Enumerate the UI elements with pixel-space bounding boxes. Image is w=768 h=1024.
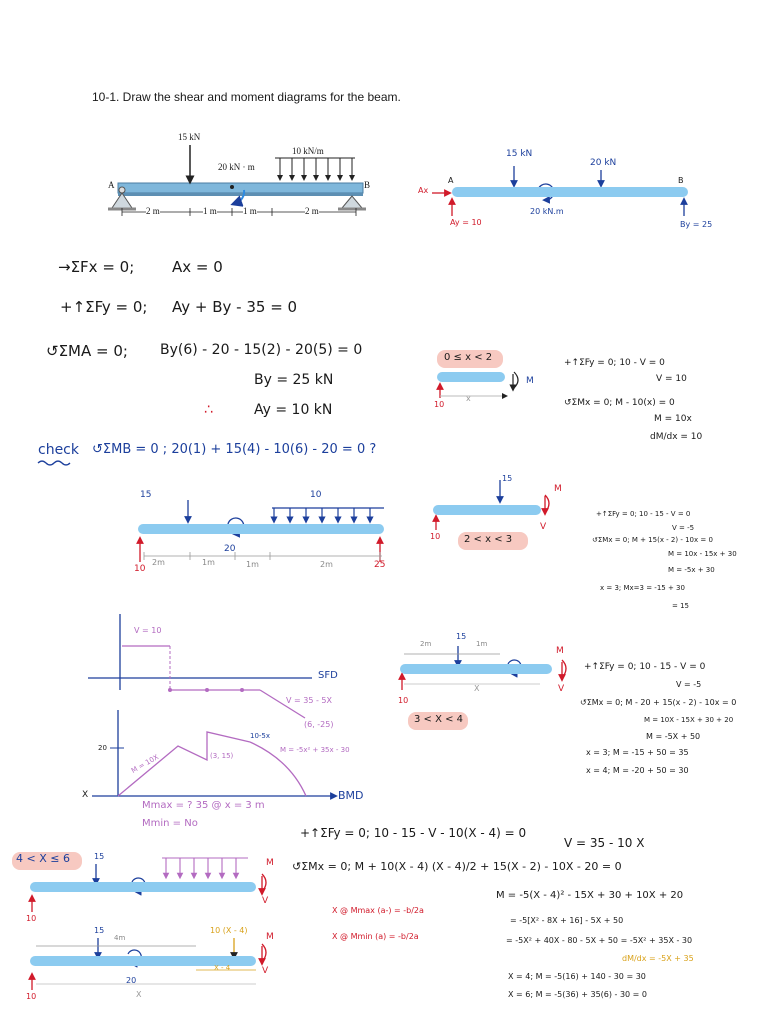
section2-eq1: +↑ΣFy = 0; 10 - 15 - V = 0	[596, 510, 691, 518]
fbd-top-ax: Ax	[418, 186, 429, 195]
section3-m: M	[556, 646, 564, 656]
sfd-v-label: V = 10	[134, 626, 162, 635]
tb-dim-2: 1 m	[203, 206, 217, 216]
section4-reaction-2: 10	[26, 992, 37, 1001]
tb-dim-1: 2 m	[146, 206, 160, 216]
check-equation: ↺ΣMB = 0 ; 20(1) + 15(4) - 10(6) - 20 = 0 ?	[92, 442, 377, 457]
fbd-mid-dim3: 1m	[246, 560, 259, 569]
bmd-slope-label: 10-5x	[250, 732, 271, 740]
fbd-top-b: B	[678, 176, 684, 185]
ay-result: Ay = 10 kN	[254, 402, 333, 418]
section3-eq3: x = 3; M = -15 + 50 = 35	[586, 748, 689, 757]
by-result: By = 25 kN	[254, 372, 334, 388]
section4-v-2: V	[262, 966, 269, 976]
section3-v: V	[558, 684, 565, 694]
section1-m: M	[526, 376, 534, 386]
section3-eq2: ↺ΣMx = 0; M - 20 + 15(x - 2) - 10x = 0	[580, 698, 737, 707]
section3-eq1b: V = -5	[676, 680, 702, 689]
section4-x6: X = 6; M = -5(36) + 35(6) - 30 = 0	[508, 990, 648, 999]
section4-m2: = -5[X² - 8X + 16] - 5X + 50	[510, 916, 624, 925]
tb-support-a: A	[108, 180, 115, 190]
check-label: check	[38, 442, 79, 458]
fbd-top-load15: 15 kN	[506, 149, 533, 159]
section4-m3: = -5X² + 40X - 80 - 5X + 50 = -5X² + 35X - 30	[506, 936, 693, 945]
section3-reaction: 10	[398, 696, 409, 705]
section4-xmin: X @ Mmin (a) = -b/2a	[332, 932, 419, 941]
section2-eq2c: M = -5x + 30	[668, 566, 715, 574]
section2-eq3: x = 3; Mx=3 = -15 + 30	[600, 584, 685, 592]
section1-eq1: +↑ΣFy = 0; 10 - V = 0	[564, 358, 665, 368]
section4-v-1: V	[262, 896, 269, 906]
fbd-top-load20: 20 kN	[590, 158, 617, 168]
section1-reaction: 10	[434, 400, 445, 409]
fbd-top-beam	[452, 187, 688, 197]
section4-dim-x4: X - 4	[214, 964, 231, 972]
section4-v-result: V = 35 - 10 X	[564, 836, 645, 850]
section4-eq2: ↺ΣMx = 0; M + 10(X - 4) (X - 4)/2 + 15(X - 2) - 10X - 20 = 0	[292, 860, 622, 873]
section2-eq2b: M = 10x - 15x + 30	[668, 550, 737, 558]
section1-eq2: ↺ΣMx = 0; M - 10(x) = 0	[564, 398, 675, 408]
bmd-m-eq1: M = 10X	[130, 753, 161, 775]
section4-lines	[32, 858, 269, 990]
fbd-mid-load10: 10	[310, 490, 322, 500]
sfd-label: SFD	[318, 670, 338, 681]
bmd-tick-20: 20	[98, 744, 107, 752]
bmd-label: BMD	[338, 789, 364, 802]
sfd-end-point: (6, -25)	[304, 720, 334, 729]
fbd-top-ay: Ay = 10	[450, 218, 482, 227]
section1-eq2b: M = 10x	[654, 414, 692, 424]
tb-distributed-load: 10 kN/m	[292, 146, 324, 156]
fbd-top-moment: 20 kN.m	[530, 207, 564, 216]
therefore-symbol: ∴	[204, 402, 213, 418]
eq2-lhs: +↑ΣFy = 0;	[60, 298, 148, 316]
tb-dim-4: 2 m	[305, 206, 319, 216]
section2-eq3b: = 15	[672, 602, 689, 610]
section2-beam	[433, 505, 541, 515]
section4-xmax: X @ Mmax (a-) = -b/2a	[332, 906, 424, 915]
fbd-top-a: A	[448, 176, 454, 185]
section3-eq4: x = 4; M = -20 + 50 = 30	[586, 766, 689, 775]
section3-eq1: +↑ΣFy = 0; 10 - 15 - V = 0	[584, 662, 706, 672]
section3-eq2b: M = 10X - 15X + 30 + 20	[644, 716, 734, 724]
fbd-mid-moment: 20	[224, 544, 236, 554]
section4-m1: M = -5(X - 4)² - 15X + 30 + 10X + 20	[496, 890, 684, 901]
bmd-mmin: Mmin = No	[142, 818, 198, 829]
sfd-lines	[88, 614, 312, 718]
section2-v: V	[540, 522, 547, 532]
eq3-lhs: ↺ΣMA = 0;	[46, 342, 128, 360]
section4-reaction-1: 10	[26, 914, 37, 923]
sfd-v-equation: V = 35 - 5X	[286, 696, 332, 705]
section2-range: 2 < x < 3	[464, 534, 513, 545]
fbd-mid-dim1: 2m	[152, 558, 165, 567]
section3-range: 3 < X < 4	[414, 714, 464, 725]
section3-dim1: 2m	[420, 640, 432, 648]
section2-eq1b: V = -5	[672, 524, 695, 532]
eq1-lhs: →ΣFx = 0;	[58, 258, 135, 276]
section4-dim-4m: 4m	[114, 934, 126, 942]
section4-eq1: +↑ΣFy = 0; 10 - 15 - V - 10(X - 4) = 0	[300, 826, 527, 840]
section4-moment: 20	[126, 976, 137, 985]
tb-moment: 20 kN · m	[218, 162, 255, 172]
fbd-top-by: By = 25	[680, 220, 713, 229]
section4-load-2: 15	[94, 926, 105, 935]
section4-x: X	[136, 990, 142, 999]
tb-dim-3: 1 m	[243, 206, 257, 216]
section3-load: 15	[456, 632, 467, 641]
section1-eq1b: V = 10	[656, 374, 687, 384]
section4-dmdx: dM/dx = -5X + 35	[622, 954, 694, 963]
problem-title: 10-1. Draw the shear and moment diagrams for the beam.	[92, 90, 401, 104]
section4-beam-1	[30, 882, 256, 892]
fbd-mid-load15: 15	[140, 490, 152, 500]
section3-eq2c: M = -5X + 50	[646, 732, 701, 741]
section3-x: X	[474, 684, 480, 693]
section3-beam	[400, 664, 552, 674]
section2-reaction: 10	[430, 532, 441, 541]
section1-x: x	[466, 394, 471, 403]
fbd-mid-dim2: 1m	[202, 558, 215, 567]
section2-eq2: ↺ΣMx = 0; M + 15(x - 2) - 10x = 0	[592, 536, 713, 544]
eq2-rhs: Ay + By - 35 = 0	[172, 298, 298, 316]
fbd-mid-right-reaction: 25	[374, 560, 386, 570]
bmd-mmax: Mmax = ? 35 @ x = 3 m	[142, 800, 265, 811]
section4-load: 15	[94, 852, 105, 861]
section4-x4: X = 4; M = -5(16) + 140 - 30 = 30	[508, 972, 646, 981]
section1-beam	[437, 372, 505, 382]
fbd-mid-dim4: 2m	[320, 560, 333, 569]
bmd-point-3-15: (3, 15)	[210, 752, 234, 760]
section4-load-label: 10 (X - 4)	[210, 926, 248, 935]
fbd-mid-beam	[138, 524, 384, 534]
tb-point-load: 15 kN	[178, 132, 201, 142]
section4-m-1: M	[266, 858, 274, 868]
section4-m-2: M	[266, 932, 274, 942]
section2-m: M	[554, 484, 562, 494]
bmd-x-axis: X	[82, 790, 89, 800]
section1-eq3: dM/dx = 10	[650, 432, 703, 442]
section1-range: 0 ≤ x < 2	[444, 352, 493, 363]
eq1-rhs: Ax = 0	[172, 258, 223, 276]
tb-support-b: B	[364, 180, 371, 190]
section4-range: 4 < X ≤ 6	[16, 852, 70, 865]
check-squiggle	[38, 461, 70, 465]
eq3-rhs: By(6) - 20 - 15(2) - 20(5) = 0	[160, 342, 363, 358]
section2-load: 15	[502, 474, 513, 483]
bmd-m-eq3: M = -5x² + 35x - 30	[280, 746, 350, 754]
section3-dim2: 1m	[476, 640, 488, 648]
fbd-mid-left-reaction: 10	[134, 564, 146, 574]
